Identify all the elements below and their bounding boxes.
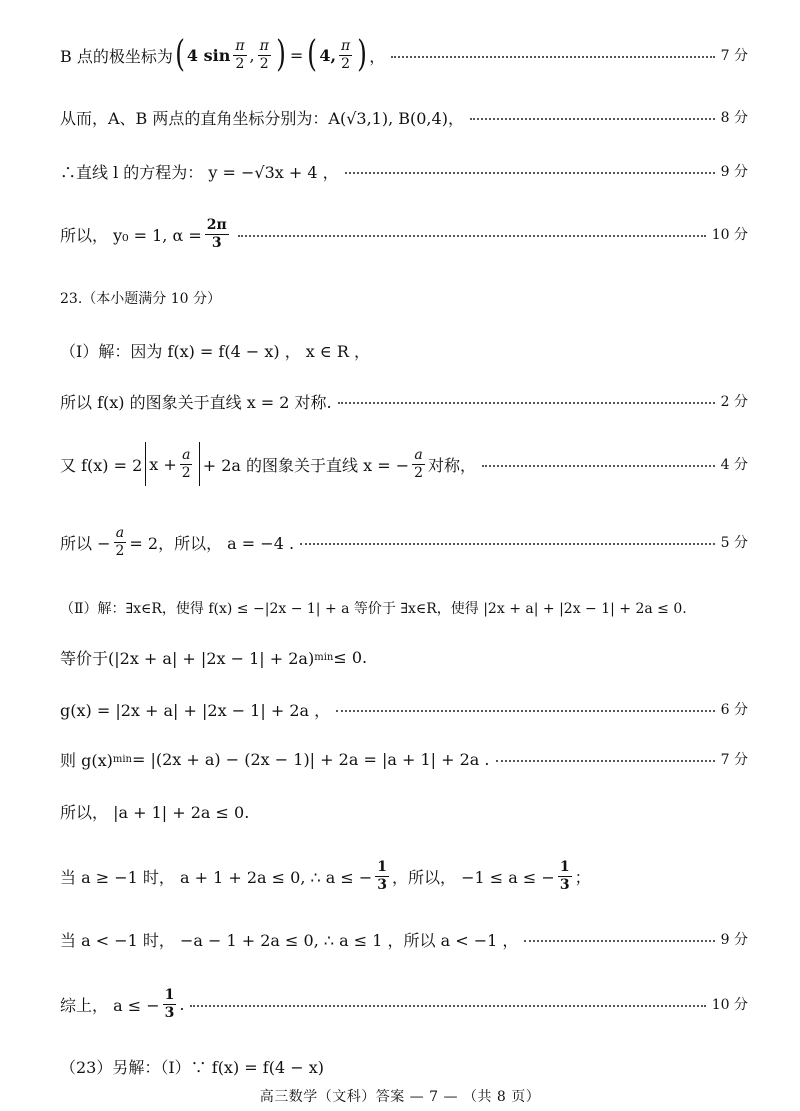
score-label: 8 分 xyxy=(720,110,748,126)
line-abs-inequality xyxy=(60,794,748,828)
dot-leader xyxy=(482,465,715,467)
line-symmetry-x2 xyxy=(60,384,748,418)
line-text: 则 g(x) xyxy=(60,750,113,770)
line-a-equals-minus4: 所以 − $\frac{a}{2}$ = 2，所以， a = −4 . 5 分 xyxy=(60,525,748,559)
line-text: （Ⅱ）解：∃x∈R，使得 f(x) ≤ −|2x − 1| + a 等价于 ∃x∈R，使得 |2x + a| + |2x − 1| + 2a ≤ 0. xyxy=(60,601,687,617)
line-text: ∴直线 l 的方程为： y = −√3x + 4 ， xyxy=(60,162,339,182)
fraction: $\frac{a}{2}$ xyxy=(414,447,424,481)
dot-leader xyxy=(470,118,715,120)
fraction: $\frac{\pi}{2}$ xyxy=(235,38,245,72)
score-label: 10 分 xyxy=(711,997,748,1013)
dot-leader xyxy=(345,172,715,174)
abs-bar-right xyxy=(199,442,200,486)
line-text: 等价于(|2x + a| + |2x − 1| + 2a) xyxy=(60,648,315,668)
fraction: $\frac{2\pi}{3}$ xyxy=(206,217,227,251)
line-f-symmetry-axis: 又 f(x) = 2 x + $\frac{a}{2}$ + 2a 的图象关于直线 x = − $\frac{a}{2}$ 对称， 4 分 xyxy=(60,438,748,490)
dot-leader xyxy=(336,710,715,712)
dot-leader xyxy=(496,760,715,762)
line-y0-alpha xyxy=(60,208,748,260)
fraction: $\frac{a}{2}$ xyxy=(115,525,125,559)
abs-bar-left xyxy=(145,442,146,486)
line-text: 所以 − xyxy=(60,533,111,553)
line-text: （Ⅰ）解：因为 f(x) = f(4 − x) ， x ∈ R ， xyxy=(60,341,370,361)
score-label: 10 分 xyxy=(711,227,748,243)
line-text: 又 f(x) = 2 xyxy=(60,455,143,475)
score-label: 9 分 xyxy=(720,164,748,180)
line-case-a-ge-minus1: 当 a ≥ −1 时， a + 1 + 2a ≤ 0, ∴ a ≤ − $\frac{1}{3}$ ，所以， −1 ≤ a ≤ − $\frac{1}{3}$ ； xyxy=(60,859,591,893)
score-label: 7 分 xyxy=(720,48,748,64)
dot-leader xyxy=(524,940,714,942)
dot-leader xyxy=(238,235,706,237)
dot-leader xyxy=(338,402,715,404)
dot-leader xyxy=(391,56,714,58)
score-label: 9 分 xyxy=(720,932,748,948)
line-text: 综上， a ≤ − xyxy=(60,995,160,1015)
line-part2-condition xyxy=(60,592,748,624)
line-text: （23）另解：（Ⅰ）∵ f(x) = f(4 − x) xyxy=(60,1057,324,1077)
question-23-heading xyxy=(60,284,748,312)
fraction: $\frac{\pi}{2}$ xyxy=(341,38,351,72)
line-text: 所以， |a + 1| + 2a ≤ 0. xyxy=(60,802,250,822)
line-text: 23.（本小题满分 10 分） xyxy=(60,291,221,307)
line-b-polar: B 点的极坐标为 ( 4 sin $\frac{\pi}{2}$ , $\frac{\pi}{2}$ ) = ( 4, $\frac{\pi}{2}$ ) ， 7 分 xyxy=(60,34,748,75)
line-conclusion: 综上， a ≤ − $\frac{1}{3}$ . 10 分 xyxy=(60,987,748,1021)
line-text: 所以 f(x) 的图象关于直线 x = 2 对称. xyxy=(60,392,332,412)
line-equivalent-min: 等价于(|2x + a| + |2x − 1| + 2a) min ≤ 0. xyxy=(60,647,368,668)
fraction: $\frac{a}{2}$ xyxy=(181,447,191,481)
line-text: g(x) = |2x + a| + |2x − 1| + 2a ， xyxy=(60,700,331,720)
line-text: 当 a ≥ −1 时， a + 1 + 2a ≤ 0, ∴ a ≤ − xyxy=(60,867,373,887)
line-text: 从而，A、B 两点的直角坐标分别为：A(√3,1), B(0,4)， xyxy=(60,108,464,128)
fraction: $\frac{1}{3}$ xyxy=(164,987,175,1021)
score-label: 2 分 xyxy=(720,394,748,410)
fraction: $\frac{1}{3}$ xyxy=(559,859,570,893)
score-label: 6 分 xyxy=(720,702,748,718)
line-line-equation xyxy=(60,154,748,188)
line-text: 当 a < −1 时， −a − 1 + 2a ≤ 0, ∴ a ≤ 1 ，所以 a < −1 ， xyxy=(60,930,519,950)
line-text: B 点的极坐标为 xyxy=(60,46,173,66)
dot-leader xyxy=(190,1005,705,1007)
score-label: 5 分 xyxy=(720,535,748,551)
line-part1-solution xyxy=(60,334,748,366)
score-label: 4 分 xyxy=(720,457,748,473)
line-text: 所以， y₀ = 1, α = xyxy=(60,225,202,245)
line-ab-coordinates xyxy=(60,100,748,134)
page-footer: 高三数学（文科）答案 — 7 — （共 8 页） xyxy=(259,1089,541,1105)
line-case-a-lt-minus1 xyxy=(60,922,748,956)
line-g-definition xyxy=(60,692,748,726)
score-label: 7 分 xyxy=(720,752,748,768)
line-g-minimum: 则 g(x) min = |(2x + a) − (2x − 1)| + 2a = |a + 1| + 2a . 7 分 xyxy=(60,749,748,770)
fraction: $\frac{\pi}{2}$ xyxy=(259,38,269,72)
dot-leader xyxy=(300,543,715,545)
line-alternative-solution xyxy=(60,1052,748,1080)
fraction: $\frac{1}{3}$ xyxy=(377,859,388,893)
